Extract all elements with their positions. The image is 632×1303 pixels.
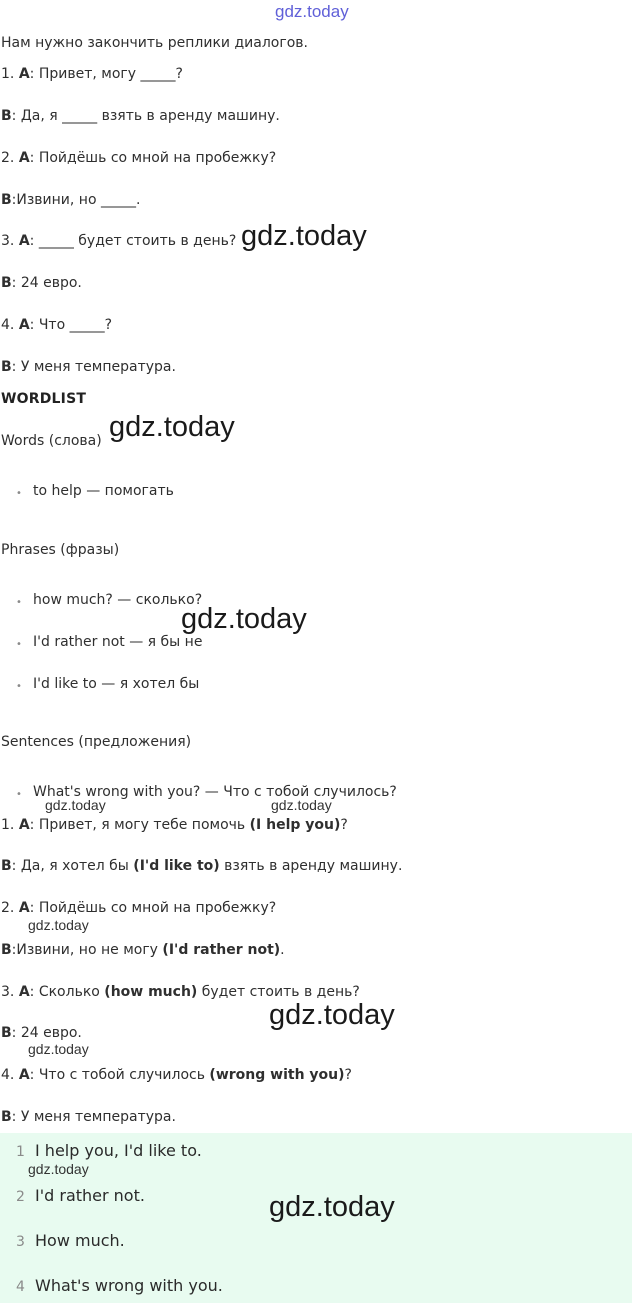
phrase-item: I'd like to — я хотел бы — [33, 676, 200, 692]
wordlist-heading: WORDLIST — [1, 391, 87, 407]
solution-line: B: У меня температура. — [1, 1109, 176, 1125]
bullet-icon: • — [16, 789, 22, 800]
phrases-label: Phrases (фразы) — [1, 542, 120, 558]
bullet-icon: • — [16, 488, 22, 499]
answer-number: 4 — [16, 1279, 25, 1295]
word-item: to help — помогать — [33, 483, 174, 499]
solution-line: B: 24 евро. — [1, 1025, 82, 1041]
solution-line: B:Извини, но не могу (I'd rather not). — [1, 942, 285, 958]
solution-line: 4. A: Что с тобой случилось (wrong with you)? — [1, 1067, 352, 1083]
bullet-icon: • — [16, 597, 22, 608]
watermark: gdz.today — [241, 220, 367, 252]
watermark-top: gdz.today — [275, 2, 349, 21]
answer-text: What's wrong with you. — [35, 1276, 223, 1295]
sentences-label: Sentences (предложения) — [1, 734, 192, 750]
answer-text: How much. — [35, 1231, 125, 1250]
watermark: gdz.today — [181, 603, 307, 635]
phrase-item: how much? — сколько? — [33, 592, 203, 608]
watermark: gdz.today — [28, 1161, 89, 1177]
watermark: gdz.today — [271, 797, 332, 813]
solution-line: B: Да, я хотел бы (I'd like to) взять в аренду машину. — [1, 858, 403, 874]
phrase-item: I'd rather not — я бы не — [33, 634, 203, 650]
words-label: Words (слова) — [1, 433, 102, 449]
sentence-item: What's wrong with you? — Что с тобой случилось? — [33, 784, 397, 800]
solution-line: 3. A: Сколько (how much) будет стоить в день? — [1, 984, 360, 1000]
watermark: gdz.today — [28, 1041, 89, 1057]
task-line: B: Да, я _____ взять в аренду машину. — [1, 108, 280, 124]
answer-text: I'd rather not. — [35, 1186, 145, 1205]
watermark: gdz.today — [45, 797, 106, 813]
bullet-icon: • — [16, 639, 22, 650]
task-line: 2. A: Пойдёшь со мной на пробежку? — [1, 150, 277, 166]
watermark: gdz.today — [28, 917, 89, 933]
solution-line: 1. A: Привет, я могу тебе помочь (I help you)? — [1, 817, 348, 833]
answer-number: 1 — [16, 1144, 25, 1160]
task-line: B: У меня температура. — [1, 359, 176, 375]
task-line: 4. A: Что _____? — [1, 317, 113, 333]
task-line: B: 24 евро. — [1, 275, 82, 291]
intro-text: Нам нужно закончить реплики диалогов. — [1, 35, 308, 51]
watermark: gdz.today — [109, 411, 235, 443]
answer-number: 2 — [16, 1189, 25, 1205]
task-line: 3. A: _____ будет стоить в день? — [1, 233, 237, 249]
solution-line: 2. A: Пойдёшь со мной на пробежку? — [1, 900, 277, 916]
watermark: gdz.today — [269, 999, 395, 1031]
answer-number: 3 — [16, 1234, 25, 1250]
bullet-icon: • — [16, 681, 22, 692]
watermark: gdz.today — [269, 1191, 395, 1223]
answer-text: I help you, I'd like to. — [35, 1141, 202, 1160]
task-line: 1. A: Привет, могу _____? — [1, 66, 183, 82]
task-line: B:Извини, но _____. — [1, 192, 141, 208]
